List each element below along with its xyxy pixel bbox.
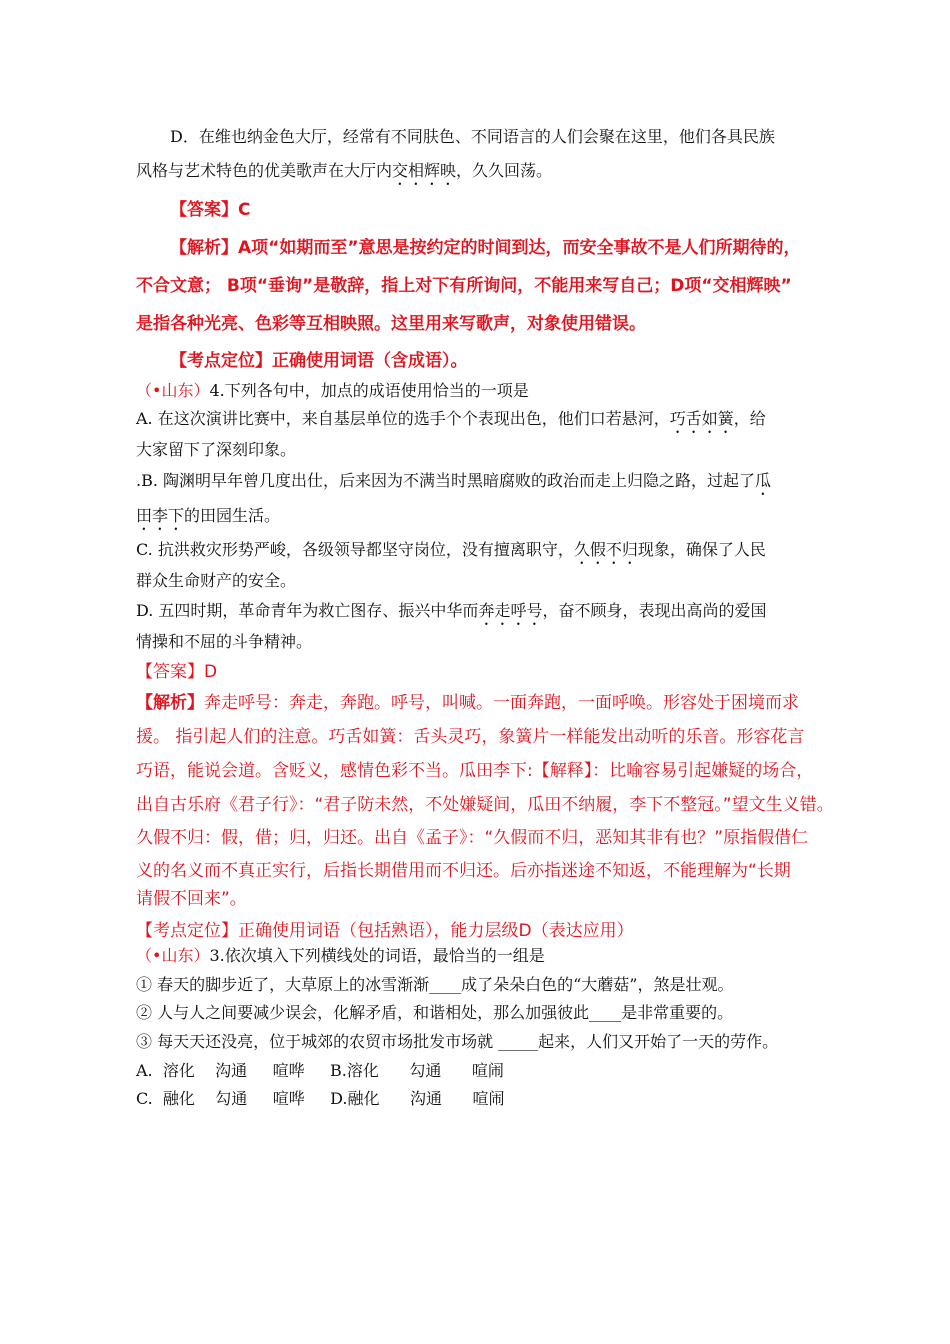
text-segment: 奔走呼号：奔走，奔跑。呼号，叫喊。一面奔跑，一面呼唤。形容处于困境而求 [204,693,799,713]
dotted-idiom: 巧舌如簧 [669,409,734,428]
q4-option-a-line2: 大家留下了深刻印象。 [136,440,297,459]
q2-option-d-line1: D．在维也纳金色大厅，经常有不同肤色、不同语言的人们会聚在这里，他们各具民族 [170,127,775,146]
q2-answer: 【答案】C [170,200,251,220]
q2-analysis-line3: 是指各种光亮、色彩等互相映照。这里用来写歌声，对象使用错误。 [136,314,646,334]
q4-option-b-line1 [136,470,826,499]
q3-stem-text: 3.依次填入下列横线处的词语，最恰当的一组是 [209,946,545,965]
text-segment: .B. 陶渊明早年曾几度出仕，后来因为不满当时黑暗腐败的政治而走上归隐之路，过起了 [136,471,756,490]
q4-source: （•山东） [136,381,210,400]
text-segment: 风格与艺术特色的优美歌声在大厅内 [136,161,393,180]
dotted-idiom: 交相辉映 [392,161,457,180]
q4-analysis-line3: 巧语，能说会道。含贬义，感情色彩不当。瓜田李下:【解释】：比喻容易引起嫌疑的场合， [136,761,814,781]
q4-analysis-line1 [136,692,826,714]
q3-options-row2: C. 融化 勾通 喧哗 D.融化 沟通 喧闹 [136,1089,505,1108]
q4-option-a-line1 [136,408,826,437]
text-segment: ，奋不顾身，表现出高尚的爱国 [542,601,767,620]
q3-sentence-2: ② 人与人之间要减少误会，化解矛盾，和谐相处，那么加强彼此____是非常重要的。 [136,1003,734,1022]
dotted-idiom: 久假不归 [573,540,638,559]
q4-stem-text: 4.下列各句中，加点的成语使用恰当的一项是 [209,381,529,400]
q3-stem [136,945,826,967]
text-segment: ，久久回荡。 [456,161,553,180]
q4-stem [136,380,826,402]
q4-option-c-line1 [136,539,826,568]
q4-option-d-line1 [136,600,826,629]
q2-analysis-line1: 【解析】A项“如期而至”意思是按约定的时间到达，而安全事故不是人们所期待的， [170,238,801,258]
q4-analysis-line6: 义的名义而不真正实行，后指长期借用而不归还。后亦指迷途不知返，不能理解为“长期 [136,861,791,881]
text-segment: ，给 [733,409,766,428]
q4-analysis-line7: 请假不回来”。 [136,889,247,909]
q2-option-d-line2 [136,160,826,189]
q4-option-b-line2 [136,505,826,534]
text-segment: A. 在这次演讲比赛中，来自基层单位的选手个个表现出色，他们口若悬河， [136,409,670,428]
q2-kaodian: 【考点定位】正确使用词语（含成语）。 [170,351,468,371]
dotted-idiom: 瓜 [755,471,772,490]
q4-answer: 【答案】D [136,662,218,682]
q2-analysis-line2: 不合文意； B项“垂询”是敬辞，指上对下有所询问，不能用来写自己；D项“交相辉映” [136,276,792,296]
q3-sentence-1: ① 春天的脚步近了，大草原上的冰雪渐渐____成了朵朵白色的“大蘑菇”，煞是壮观。 [136,975,734,994]
q4-analysis-line2: 援。 指引起人们的注意。巧舌如簧：舌头灵巧，象簧片一样能发出动听的乐音。形容花言 [136,727,805,747]
text-segment: C. 抗洪救灾形势严峻，各级领导都坚守岗位，没有擅离职守， [136,540,574,559]
dotted-idiom: 奔走呼号 [478,601,543,620]
text-segment: D. 五四时期，革命青年为救亡图存、振兴中华而 [136,601,479,620]
text-segment: 的田园生活。 [184,506,281,525]
q3-sentence-3: ③ 每天天还没亮，位于城郊的农贸市场批发市场就 _____起来，人们又开始了一天的劳作。 [136,1032,779,1051]
q3-source: （•山东） [136,946,210,965]
text-segment: 现象，确保了人民 [637,540,766,559]
dotted-idiom: 田李下 [136,506,185,525]
q4-analysis-line5: 久假不归：假，借；归，归还。出自《孟子》：“久假而不归，恶知其非有也？”原指假借仁 [136,828,809,848]
q4-option-c-line2: 群众生命财产的安全。 [136,571,297,590]
q4-option-d-line2: 情操和不屈的斗争精神。 [136,632,313,651]
analysis-label: 【解析】 [136,693,204,713]
q4-analysis-line4: 出自古乐府《君子行》：“君子防未然，不处嫌疑间，瓜田不纳履，李下不整冠。”望文生义错。 [136,795,834,815]
q3-options-row1: A. 溶化 沟通 喧哗 B.溶化 勾通 喧闹 [136,1061,504,1080]
q4-kaodian: 【考点定位】正确使用词语（包括熟语），能力层级D（表达应用） [136,921,634,941]
